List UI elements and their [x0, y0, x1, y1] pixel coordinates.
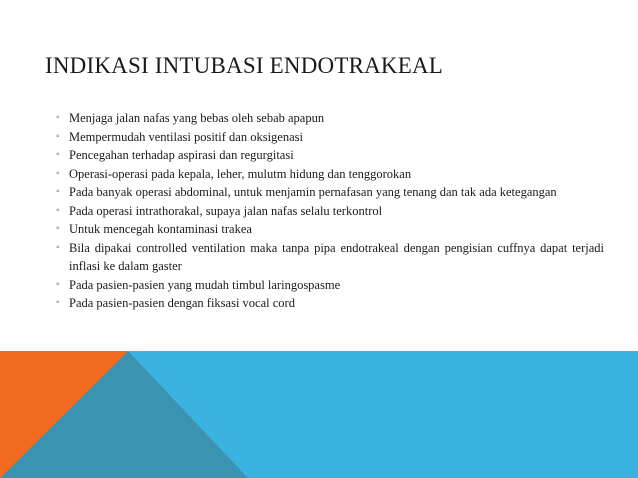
- bullet-item: [56, 294, 604, 313]
- bullet-text: Pada pasien-pasien dengan fiksasi vocal cord: [69, 296, 295, 310]
- bullet-marker-icon: ◦: [56, 167, 60, 179]
- bullet-item: [56, 109, 604, 128]
- bullet-item: [56, 202, 604, 221]
- bullet-marker-icon: ◦: [56, 241, 60, 253]
- bullet-item: [56, 239, 604, 276]
- bullet-marker-icon: ◦: [56, 278, 60, 290]
- bullet-text: Menjaga jalan nafas yang bebas oleh sebab apapun: [69, 111, 325, 125]
- decorative-footer-shapes: [0, 351, 638, 478]
- bullet-text: Operasi-operasi pada kepala, leher, mulutm hidung dan tenggorokan: [69, 166, 412, 181]
- bullet-marker-icon: ◦: [56, 112, 60, 123]
- bullet-text: Pada pasien-pasien yang mudah timbul laringospasme: [69, 277, 341, 292]
- bullet-marker-icon: ◦: [56, 297, 60, 308]
- bullet-marker-icon: ◦: [56, 204, 60, 216]
- bullet-text: Pada banyak operasi abdominal, untuk menjamin pernafasan yang tenang dan tak ada ketegangan: [69, 185, 557, 199]
- bullet-marker-icon: ◦: [56, 186, 60, 197]
- bullet-item: [56, 165, 604, 184]
- bullet-item: [56, 220, 604, 239]
- bullet-marker-icon: ◦: [56, 130, 60, 142]
- bullet-item: [56, 128, 604, 147]
- bullet-marker-icon: ◦: [56, 149, 60, 160]
- bullet-list: [56, 109, 604, 313]
- bullet-text: Bila dipakai controlled ventilation maka tanpa pipa endotrakeal dengan pengisian cuffnya dapat terjadi inflasi ke dalam gaster: [69, 240, 604, 273]
- bullet-text: Untuk mencegah kontaminasi trakea: [69, 222, 252, 236]
- bullet-text: Mempermudah ventilasi positif dan oksigenasi: [69, 129, 303, 144]
- bullet-item: [56, 183, 604, 202]
- bullet-marker-icon: ◦: [56, 223, 60, 234]
- slide-title: INDIKASI INTUBASI ENDOTRAKEAL: [45, 53, 444, 78]
- bullet-item: [56, 146, 604, 165]
- bullet-text: Pencegahan terhadap aspirasi dan regurgitasi: [69, 148, 294, 162]
- bullet-text: Pada operasi intrathorakal, supaya jalan nafas selalu terkontrol: [69, 203, 383, 218]
- bullet-item: [56, 276, 604, 295]
